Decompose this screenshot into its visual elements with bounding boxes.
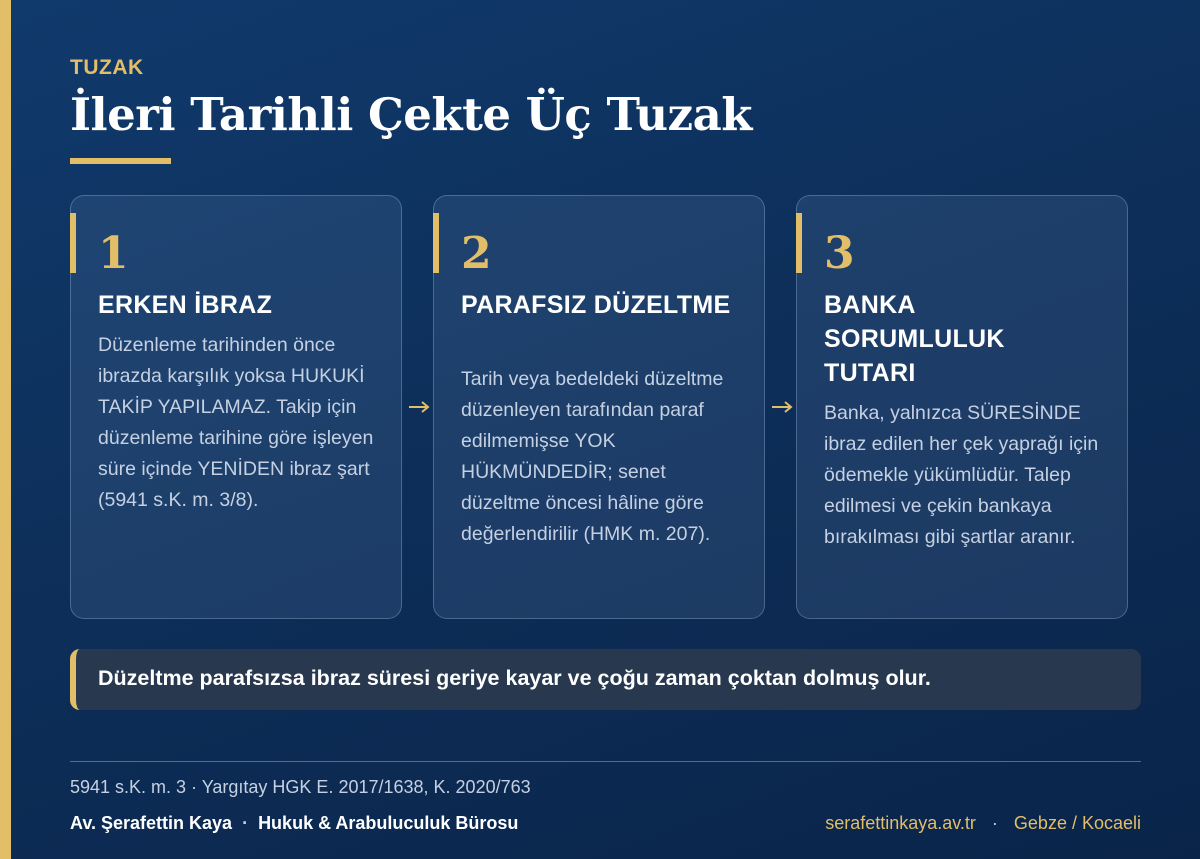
card-body: Tarih veya bedeldeki düzeltme düzenleyen tarafından paraf edilmemişse YOK HÜKMÜNDEDİR; senet düzeltme öncesi hâline göre değerlendirilir (HMK m. 207). [461,368,724,545]
card-number: 3 [824,228,855,279]
trap-card-3 [796,195,1128,619]
author-name: Av. Şerafettin Kaya [70,813,233,833]
callout-text: Düzeltme parafsızsa ibraz süresi geriye kayar ve çoğu zaman çoktan dolmuş olur. [98,666,931,690]
contact-separator: · [991,813,998,833]
author-separator: · [242,813,249,833]
card-title: ERKEN İBRAZ [98,291,273,319]
website-link[interactable]: serafettinkaya.av.tr [825,813,976,833]
card-title: BANKA SORUMLULUK TUTARI [824,291,1005,387]
title-underline [70,158,171,164]
card-body: Düzenleme tarihinden önce ibrazda karşılık yoksa HUKUKİ TAKİP YAPILAMAZ. Takip için düzenleme tarihine göre işleyen süre içinde YENİDEN ibraz şart (5941 s.K. m. 3/8). [98,334,374,511]
card-number: 2 [461,228,492,279]
author-line [70,813,518,834]
trap-card-2 [433,195,765,619]
page-title: İleri Tarihli Çekte Üç Tuzak [70,88,752,141]
card-body: Banka, yalnızca SÜRESİNDE ibraz edilen her çek yaprağı için ödemekle yükümlüdür. Talep edilmesi ve çekin bankaya bırakılması gibi şartlar aranır. [824,402,1099,548]
card-title: PARAFSIZ DÜZELTME [461,291,731,319]
firm-name: Hukuk & Arabuluculuk Bürosu [258,813,519,833]
card-number: 1 [98,228,129,279]
legal-citation: 5941 s.K. m. 3 · Yargıtay HGK E. 2017/1638, K. 2020/763 [70,777,531,797]
left-accent-bar [0,0,11,859]
card-accent-bar [70,213,76,273]
arrow-right-icon [409,400,433,414]
trap-card-1 [70,195,402,619]
contact-line [825,813,1141,834]
location-text: Gebze / Kocaeli [1013,813,1141,833]
callout-box [70,649,1141,710]
card-accent-bar [433,213,439,273]
arrow-right-icon [772,400,796,414]
card-accent-bar [796,213,802,273]
footer-divider [70,761,1141,762]
kicker-label: TUZAK [70,56,144,79]
